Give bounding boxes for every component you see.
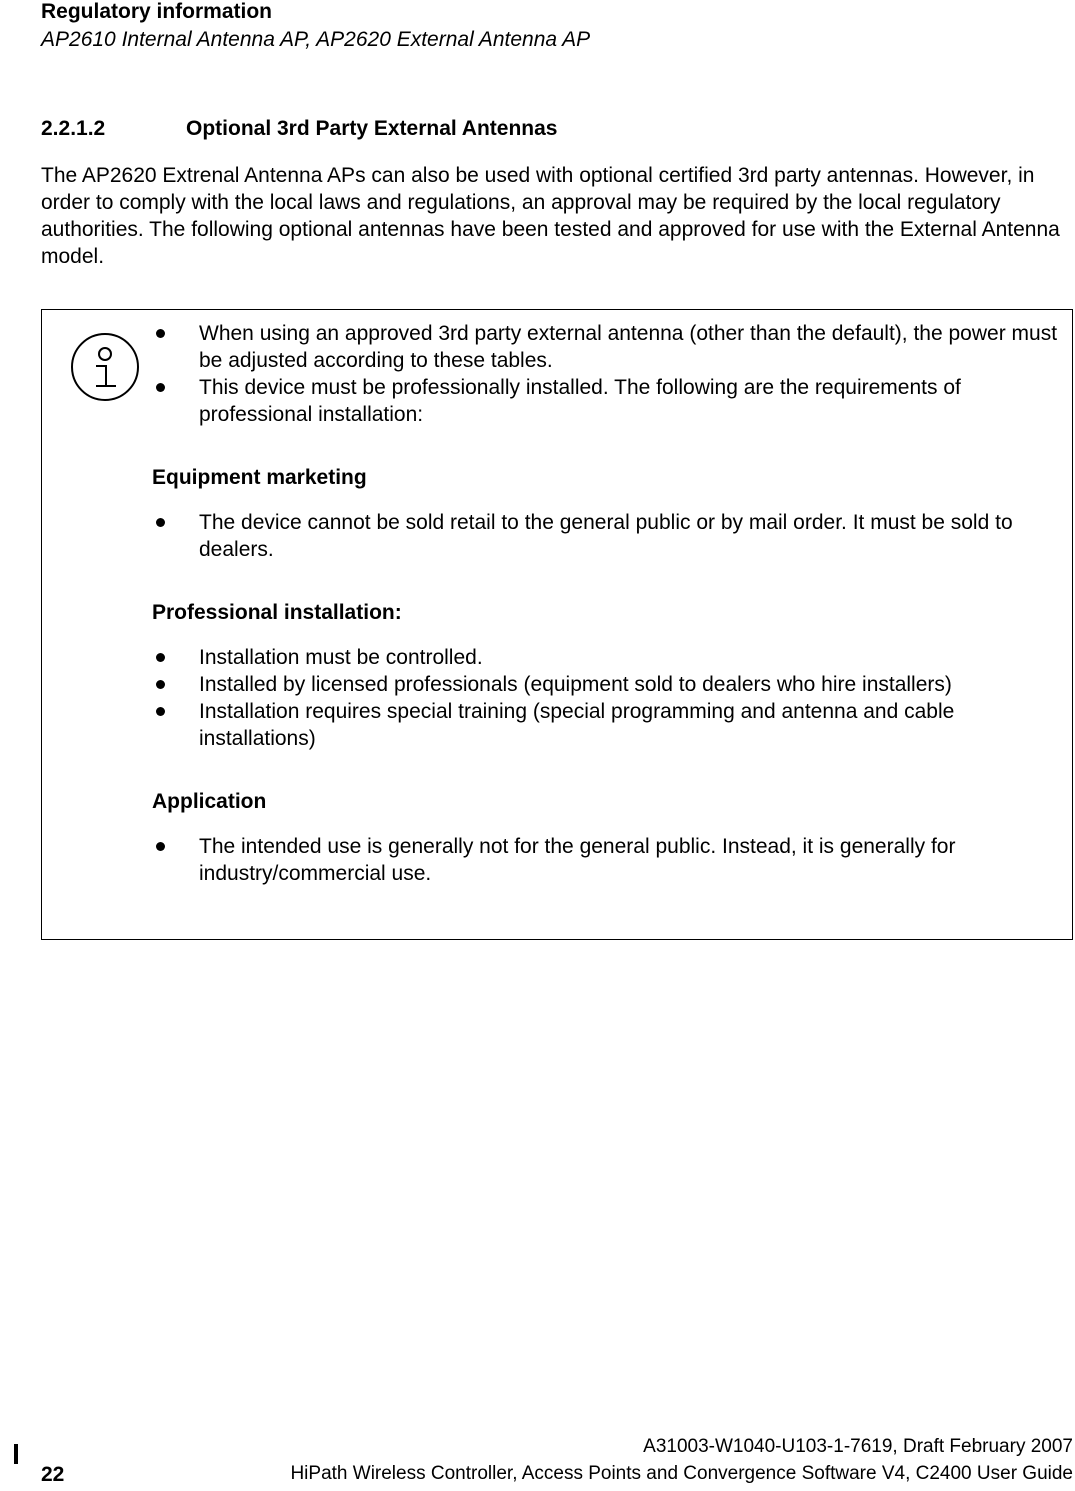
installation-bullet-list [152, 644, 1067, 752]
section-number: 2.2.1.2 [41, 117, 106, 140]
footer-doc-id: A31003-W1040-U103-1-7619, Draft February 2007 [643, 1436, 1073, 1457]
footer-doc-title: HiPath Wireless Controller, Access Points and Convergence Software V4, C2400 User Guide [290, 1463, 1073, 1484]
info-icon [70, 332, 140, 402]
running-header-title: Regulatory information [41, 0, 273, 23]
list-item: Installation requires special training (special programming and antenna and cable installations) [152, 698, 1067, 752]
professional-installation-heading: Professional installation: [152, 601, 402, 624]
section-title: Optional 3rd Party External Antennas [186, 117, 558, 140]
note-content [152, 320, 1067, 887]
application-bullet-list [152, 833, 1067, 887]
running-header-subtitle: AP2610 Internal Antenna AP, AP2620 External Antenna AP [41, 28, 591, 51]
section-heading [41, 117, 557, 141]
list-item: Installed by licensed professionals (equipment sold to dealers who hire installers) [152, 671, 1067, 698]
list-item: The device cannot be sold retail to the general public or by mail order. It must be sold to dealers. [152, 509, 1067, 563]
list-item: This device must be professionally installed. The following are the requirements of professional installation: [152, 374, 1067, 428]
note-box [41, 309, 1073, 940]
application-heading: Application [152, 790, 267, 813]
equipment-bullet-list [152, 509, 1067, 563]
list-item: When using an approved 3rd party external antenna (other than the default), the power must be adjusted according to these tables. [152, 320, 1067, 374]
equipment-marketing-heading: Equipment marketing [152, 466, 367, 489]
list-item: Installation must be controlled. [152, 644, 1067, 671]
page-number: 22 [41, 1463, 65, 1486]
list-item: The intended use is generally not for the general public. Instead, it is generally for industry/commercial use. [152, 833, 1067, 887]
intro-paragraph: The AP2620 Extrenal Antenna APs can also be used with optional certified 3rd party antennas. However, in order to comply with the local laws and regulations, an approval may be required by the local regulatory authorities. The following optional antennas have been tested and approved for use with the External Antenna model. [41, 164, 1060, 268]
note-bullet-list [152, 320, 1067, 428]
change-bar [14, 1444, 18, 1464]
